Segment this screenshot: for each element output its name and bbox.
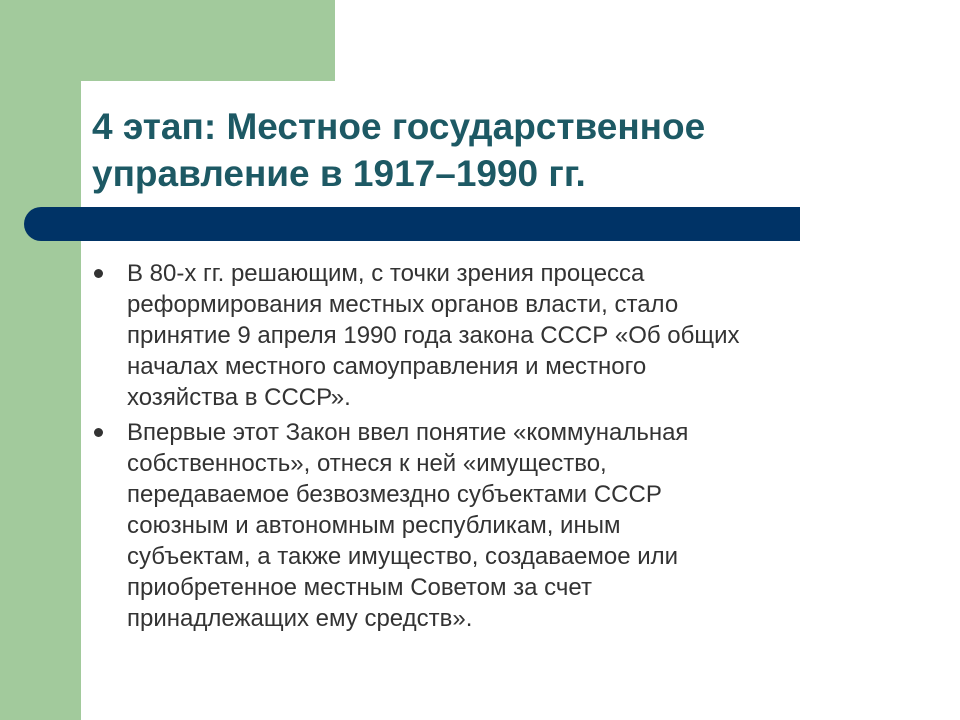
bullet-item-1 — [92, 258, 912, 413]
bullet-dot-icon — [94, 269, 103, 278]
bullet-1-line-1: В 80-х гг. решающим, с точки зрения процесса — [127, 260, 645, 287]
bullet-2-line-1: Впервые этот Закон ввел понятие «коммунальная — [127, 419, 689, 446]
bullet-1-line-4: началах местного самоуправления и местного — [127, 353, 647, 380]
bullet-1-line-5: хозяйства в СССР». — [127, 384, 351, 411]
decorative-accent-left — [0, 0, 81, 720]
slide-title-line-2: управление в 1917–1990 гг. — [92, 153, 586, 194]
bullet-2-line-4: союзным и автономным республикам, иным — [127, 512, 621, 539]
bullet-2-line-3: передаваемое безвозмездно субъектами СССР — [127, 481, 662, 508]
bullet-1-line-3: принятие 9 апреля 1990 года закона СССР «Об общих — [127, 322, 740, 349]
bullet-dot-icon — [94, 428, 103, 437]
slide-content — [92, 258, 912, 638]
bullet-2-line-7: принадлежащих ему средств». — [127, 605, 473, 632]
bullet-2-line-2: собственность», отнеся к ней «имущество, — [127, 450, 607, 477]
bullet-1-line-2: реформирования местных органов власти, стало — [127, 291, 679, 318]
slide-title — [92, 103, 912, 197]
bullet-2-line-6: приобретенное местным Советом за счет — [127, 574, 592, 601]
bullet-2-line-5: субъектам, а также имущество, создаваемое или — [127, 543, 679, 570]
bullet-item-2 — [92, 417, 912, 634]
title-divider-bar — [24, 207, 800, 241]
slide-title-line-1: 4 этап: Местное государственное — [92, 106, 706, 147]
